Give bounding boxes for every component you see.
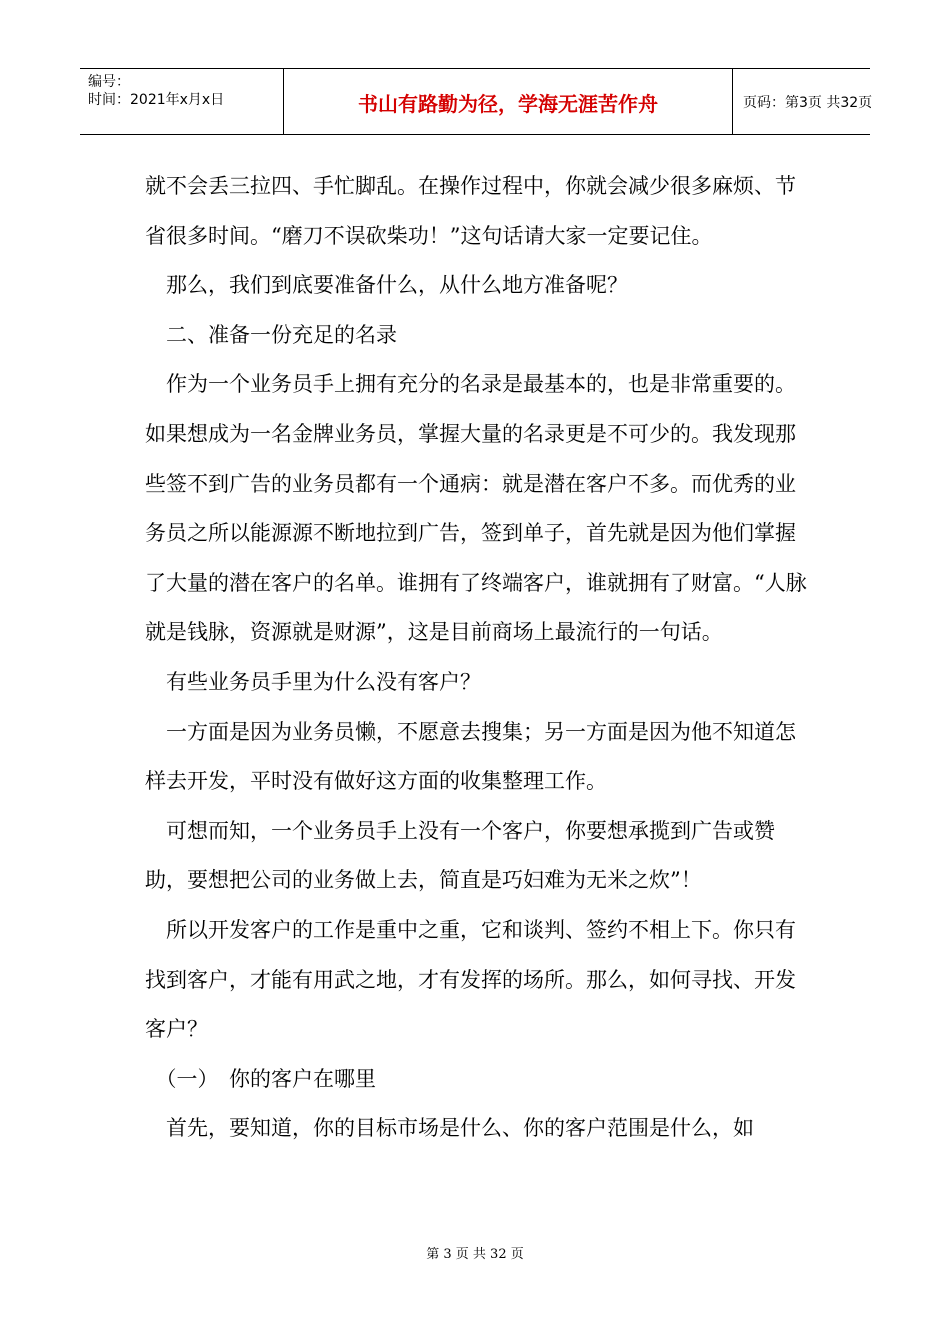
body-paragraph: 作为一个业务员手上拥有充分的名录是最基本的，也是非常重要的。如果想成为一名金牌业务员，掌握大量的名录更是不可少的。我发现那些签不到广告的业务员都有一个通病：就是潜在客户不多。而优秀的业务员之所以能源源不断地拉到广告，签到单子，首先就是因为他们掌握了大量的潜在客户的名单。谁拥有了终端客户，谁就拥有了财富。“人脉就是钱脉，资源就是财源”，这是目前商场上最流行的一句话。 [145, 372, 807, 645]
body-paragraph: 可想而知，一个业务员手上没有一个客户，你要想承揽到广告或赞助，要想把公司的业务做上去，简直是巧妇难为无米之炊”！ [145, 818, 775, 893]
document-body [145, 162, 810, 1154]
page-footer: 第 3 页 共 32 页 [426, 1247, 524, 1262]
header-motto: 书山有路勤为径，学海无涯苦作舟 [358, 92, 658, 116]
header-page-info: 页码：第3页 共32页 [743, 95, 873, 111]
section-heading: 二、准备一份充足的名录 [145, 322, 397, 347]
body-paragraph: 一方面是因为业务员懒，不愿意去搜集；另一方面是因为他不知道怎样去开发，平时没有做好这方面的收集整理工作。 [145, 719, 796, 794]
subsection-heading: （一） 你的客户在哪里 [145, 1066, 376, 1091]
body-paragraph: 就不会丢三拉四、手忙脚乱。在操作过程中，你就会减少很多麻烦、节省很多时间。“磨刀不误砍柴功！”这句话请大家一定要记住。 [145, 174, 796, 248]
body-paragraph: 首先，要知道，你的目标市场是什么、你的客户范围是什么，如 [145, 1116, 754, 1141]
page-header [80, 68, 873, 135]
body-paragraph: 那么，我们到底要准备什么，从什么地方准备呢？ [145, 273, 628, 298]
document-number-label: 编号： [88, 74, 130, 90]
header-motto-cell [283, 69, 733, 134]
header-left-cell [80, 69, 283, 134]
body-paragraph: 有些业务员手里为什么没有客户？ [145, 669, 481, 694]
document-date-label: 时间：2021年x月x日 [88, 92, 225, 108]
body-paragraph: 所以开发客户的工作是重中之重，它和谈判、签约不相上下。你只有找到客户，才能有用武之地，才有发挥的场所。那么，如何寻找、开发客户？ [145, 917, 796, 1042]
header-right-cell [733, 69, 873, 134]
